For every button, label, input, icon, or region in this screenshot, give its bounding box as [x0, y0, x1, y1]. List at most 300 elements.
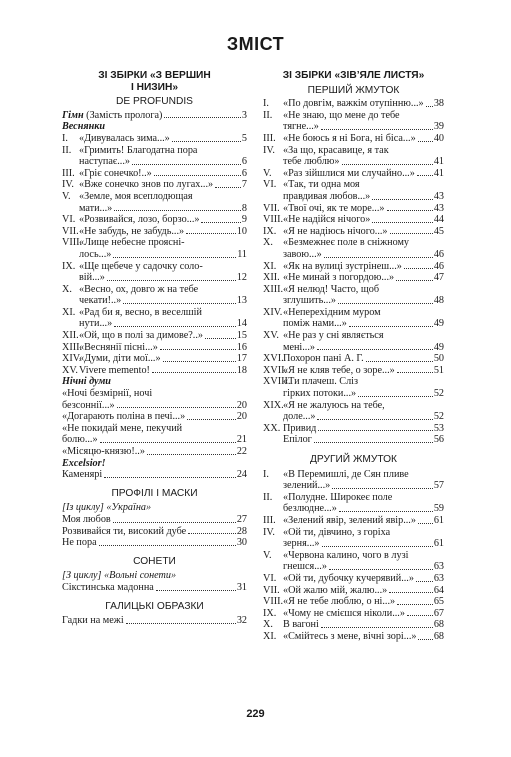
- entry-page: 65: [433, 596, 444, 608]
- leader-dots: [372, 199, 433, 200]
- entry-title: «Не покидай мене, пекучий: [62, 422, 183, 434]
- page-number: 229: [246, 708, 265, 720]
- entry-page: 52: [433, 388, 444, 400]
- entry-title: «По довгім, важкім отупінню...»: [283, 98, 424, 110]
- entry-page: 6: [241, 167, 247, 179]
- leader-dots: [201, 222, 240, 223]
- toc-entry[interactable]: [62, 342, 247, 354]
- entry-title: безсоннії...»: [62, 399, 115, 411]
- entry-title: «Весно, ох, довго ж на тебе: [79, 283, 199, 295]
- entry-page: 43: [433, 190, 444, 202]
- entry-page: 45: [433, 225, 444, 237]
- entry-page: 47: [433, 272, 444, 284]
- entry-title: «Чому не смієшся ніколи...»: [283, 607, 405, 619]
- entry-title: нути...»: [79, 318, 113, 330]
- toc-entry[interactable]: [263, 179, 444, 202]
- entry-page: 6: [241, 156, 247, 168]
- vesnianky-list: [62, 133, 247, 376]
- leader-dots: [366, 361, 433, 362]
- entry-title: «Думи, діти мої...»: [79, 353, 161, 365]
- entry-number: XII.: [62, 330, 79, 342]
- entry-title: «Дивувалась зима...»: [79, 132, 170, 144]
- entry-title: «Я не тебе люблю, о ні...»: [283, 596, 396, 608]
- entry-page: 10: [236, 225, 247, 237]
- toc-entry[interactable]: [263, 631, 444, 643]
- toc-entry[interactable]: [263, 492, 444, 515]
- leader-dots: [342, 164, 433, 165]
- toc-entry[interactable]: [62, 179, 247, 191]
- toc-entry[interactable]: [62, 537, 247, 549]
- entry-page: 31: [236, 581, 247, 593]
- entry-title: гнешся...»: [283, 561, 327, 573]
- leader-dots: [418, 523, 433, 524]
- section-galytski: ГАЛИЦЬКІ ОБРАЗКИ: [105, 600, 204, 612]
- toc-entry[interactable]: [62, 191, 247, 214]
- leader-dots: [147, 454, 236, 455]
- toc-entry[interactable]: [62, 388, 247, 411]
- entry-title: Епілог: [283, 434, 312, 446]
- entry-title: гірких потоки...»: [283, 388, 357, 400]
- entry-title: «Ти плачеш. Сліз: [283, 376, 359, 388]
- entry-page: 27: [236, 513, 247, 525]
- entry-page: 46: [433, 260, 444, 272]
- entry-page: 41: [433, 156, 444, 168]
- entry-title: Моя любов: [62, 513, 111, 525]
- entry-page: 46: [433, 248, 444, 260]
- entry-number: II.: [263, 109, 273, 121]
- entry-title: зерня...»: [283, 538, 320, 550]
- toc-entry[interactable]: [62, 526, 247, 538]
- toc-entry[interactable]: [263, 515, 444, 527]
- entry-title: «Не раз у сні являється: [283, 330, 384, 342]
- entry-title: «Рад би я, весно, в веселшій: [79, 306, 202, 318]
- entry-page: 11: [237, 248, 247, 260]
- toc-entry[interactable]: [62, 582, 247, 594]
- section-pershyi: ПЕРШИЙ ЖМУТОК: [307, 84, 400, 96]
- leader-dots: [418, 141, 433, 142]
- leader-dots: [324, 257, 433, 258]
- leader-dots: [396, 280, 433, 281]
- entry-title: мені...»: [283, 341, 315, 353]
- leader-dots: [389, 592, 433, 593]
- entry-title: завою...»: [283, 248, 322, 260]
- entry-page: 48: [433, 295, 444, 307]
- entry-number: V.: [62, 190, 71, 202]
- leader-dots: [113, 522, 236, 523]
- toc-entry[interactable]: [62, 330, 247, 342]
- leader-dots: [152, 372, 236, 373]
- toc-entry[interactable]: [263, 596, 444, 608]
- toc-entry[interactable]: [263, 573, 444, 585]
- toc-entry[interactable]: [263, 585, 444, 597]
- entry-number: III.: [263, 132, 276, 144]
- leader-dots: [205, 338, 236, 339]
- entry-title: «Безмежнеє поле в сніжному: [283, 237, 410, 249]
- leader-dots: [163, 361, 236, 362]
- entry-page: 53: [433, 422, 444, 434]
- nichni-dumy-list: [62, 388, 247, 458]
- entry-title: «Не минай з погордою...»: [283, 272, 395, 284]
- toc-entry[interactable]: [62, 237, 247, 260]
- toc-entry[interactable]: [263, 527, 444, 550]
- leader-dots: [314, 442, 433, 443]
- leader-dots: [172, 141, 241, 142]
- entry-title: мати...»: [79, 202, 113, 214]
- toc-entry[interactable]: [62, 168, 247, 180]
- entry-title: безлюдне...»: [283, 503, 337, 515]
- section-soneti: СОНЕТИ: [133, 555, 176, 567]
- toc-entry[interactable]: [263, 272, 444, 284]
- entry-number: III.: [263, 514, 276, 526]
- entry-title: Похорон пані А. Г.: [283, 353, 364, 365]
- leader-dots: [332, 488, 433, 489]
- entry-page: 57: [433, 480, 444, 492]
- entry-number: II.: [62, 144, 72, 156]
- entry-number: IX.: [62, 260, 76, 272]
- leader-dots: [113, 257, 236, 258]
- toc-entry[interactable]: [62, 145, 247, 168]
- leader-dots: [123, 303, 236, 304]
- toc-entry[interactable]: [263, 365, 444, 377]
- toc-entry[interactable]: [263, 307, 444, 330]
- entry-number: XVII.: [263, 364, 288, 376]
- entry-title: болю...»: [62, 434, 98, 446]
- entry-number: IV.: [62, 179, 74, 191]
- entry-number: I.: [62, 132, 68, 144]
- leader-dots: [321, 627, 433, 628]
- entry-page: 12: [236, 272, 247, 284]
- entry-number: I.: [263, 468, 269, 480]
- entry-page: 43: [433, 202, 444, 214]
- leader-dots: [100, 442, 236, 443]
- entry-title: «Непереxідним муром: [283, 306, 381, 318]
- toc-entry[interactable]: [62, 284, 247, 307]
- toc-entry[interactable]: [263, 469, 444, 492]
- toc-left-column: [62, 70, 247, 627]
- entry-title: «Ой жалю мій, жалю...»: [283, 584, 388, 596]
- entry-number: XV.: [62, 364, 78, 376]
- galytski-list: [62, 615, 247, 627]
- toc-entry[interactable]: [263, 214, 444, 226]
- leader-dots: [132, 164, 241, 165]
- toc-entry[interactable]: [62, 261, 247, 284]
- entry-page: 59: [433, 503, 444, 515]
- entry-number: XIX.: [263, 399, 284, 411]
- entry-page: 50: [433, 353, 444, 365]
- entry-number: VI.: [263, 179, 277, 191]
- toc-entry[interactable]: [62, 411, 247, 423]
- entry-title: «Полудне. Широкеє поле: [283, 491, 393, 503]
- entry-title: лось...»: [79, 248, 112, 260]
- toc-entry[interactable]: [62, 365, 247, 377]
- entry-number: V.: [263, 167, 272, 179]
- entry-page: 5: [241, 132, 247, 144]
- toc-entry[interactable]: [62, 307, 247, 330]
- entry-number: XIII.: [62, 341, 83, 353]
- leader-dots: [358, 396, 433, 397]
- entry-title: «Червона калино, чого в лузі: [283, 549, 409, 561]
- entry-title: «Зелений явір, зелений явір...»: [283, 514, 416, 526]
- toc-entry[interactable]: [263, 133, 444, 145]
- entry-title: «Ой ти, дубочку кучерявий...»: [283, 572, 414, 584]
- entry-page: 61: [433, 514, 444, 526]
- entry-page: 68: [433, 619, 444, 631]
- entry-number: II.: [263, 491, 273, 503]
- entry-title: «Як на вулиці зустрінеш...»: [283, 260, 402, 272]
- toc-entry[interactable]: [62, 214, 247, 226]
- entry-page: 20: [236, 399, 247, 411]
- entry-number: XIV.: [263, 306, 283, 318]
- entry-title: «Догарають поліна в печі...»: [62, 411, 186, 423]
- leader-dots: [186, 233, 236, 234]
- leader-dots: [114, 326, 236, 327]
- toc-entry[interactable]: [62, 615, 247, 627]
- leader-dots: [117, 407, 236, 408]
- entry-number: VI.: [62, 214, 76, 226]
- leader-dots: [416, 581, 433, 582]
- entry-page: 8: [241, 202, 247, 214]
- entry-title: «Твої очі, як те море...»: [283, 202, 385, 214]
- toc-entry[interactable]: [263, 203, 444, 215]
- toc-entry[interactable]: [263, 261, 444, 273]
- entry-page: 14: [236, 318, 247, 330]
- entry-number: I.: [263, 98, 269, 110]
- soneti-list: [62, 582, 247, 594]
- entry-number: IV.: [263, 144, 275, 156]
- entry-title: чекати!..»: [79, 295, 122, 307]
- entry-title: «Я не надіюсь нічого...»: [283, 225, 388, 237]
- entry-title: «Місяцю-князю!..»: [62, 446, 145, 457]
- leader-dots: [187, 419, 236, 420]
- section-de-profundis: DE PROFUNDIS: [116, 96, 193, 108]
- toc-entry[interactable]: [263, 550, 444, 573]
- entry-title: Не пора: [62, 537, 97, 549]
- toc-entry[interactable]: [263, 619, 444, 631]
- entry-number: VI.: [263, 572, 277, 584]
- toc-entry[interactable]: [263, 330, 444, 353]
- toc-entry[interactable]: [263, 168, 444, 180]
- entry-page: 51: [433, 364, 444, 376]
- toc-entry[interactable]: [62, 514, 247, 526]
- entry-number: XX.: [263, 422, 281, 434]
- section-druhyi: ДРУГИЙ ЖМУТОК: [310, 454, 397, 465]
- entry-number: X.: [62, 283, 72, 295]
- entry-number: IV.: [263, 526, 275, 538]
- leader-dots: [338, 303, 433, 304]
- leader-dots: [417, 175, 433, 176]
- entry-number: XVI.: [263, 353, 284, 365]
- entry-title: «В Перемишлі, де Сян пливе: [283, 468, 409, 480]
- entry-title: «Гримить! Благодатна пора: [79, 144, 198, 156]
- entry-title: «Я нелюд! Часто, щоб: [283, 283, 379, 295]
- entry-title: Гадки на межі: [62, 615, 124, 627]
- entry-page: 64: [433, 584, 444, 596]
- leader-dots: [339, 511, 433, 512]
- toc-entry[interactable]: [263, 110, 444, 133]
- entry-title: «Земле, моя всеплодющая: [79, 190, 193, 202]
- entry-number: X.: [263, 619, 273, 631]
- entry-title: «Ой ти, дівчино, з горіха: [283, 526, 391, 538]
- entry-number: VIII.: [62, 237, 83, 249]
- entry-page: 7: [241, 179, 247, 191]
- entry-title: «Не знаю, що мене до тебе: [283, 109, 400, 121]
- entry-page: 44: [433, 214, 444, 226]
- leader-dots: [397, 372, 433, 373]
- entry-title: «Веснянії пісні...»: [79, 341, 158, 353]
- entry-title: «Розвивайся, лозо, борзо...»: [79, 214, 200, 226]
- toc-entry[interactable]: [62, 353, 247, 365]
- leader-dots: [321, 129, 433, 130]
- cycle-ukraina: [Із циклу] «Україна»: [62, 502, 152, 514]
- toc-right-column: [263, 70, 444, 643]
- leader-dots: [99, 545, 236, 546]
- entry-number: III.: [62, 167, 75, 179]
- toc-entry[interactable]: [62, 133, 247, 145]
- entry-title: «Лище небесне прояснi-: [79, 237, 185, 249]
- entry-page: 30: [236, 537, 247, 549]
- entry-title: правдивая любов...»: [283, 190, 371, 202]
- page-title: ЗМІСТ: [226, 34, 285, 54]
- entry-number: VIII.: [263, 214, 284, 226]
- entry-title: Сікстинська мадонна: [62, 581, 154, 593]
- entry-page: 32: [236, 615, 247, 627]
- ukraina-list: [62, 514, 247, 549]
- entry-title: наступає...»: [79, 156, 130, 168]
- entry-title: Привид: [283, 422, 317, 434]
- toc-entry[interactable]: [263, 400, 444, 423]
- leader-dots: [387, 210, 433, 211]
- entry-page: 49: [433, 318, 444, 330]
- leader-dots: [154, 175, 241, 176]
- entry-title: «Так, ти одна моя: [283, 179, 360, 191]
- entry-title: «Вже сонечко знов по лугах...»: [79, 179, 214, 191]
- toc-entry[interactable]: [62, 226, 247, 238]
- entry-number: X.: [263, 237, 273, 249]
- entry-number: IX.: [263, 607, 277, 619]
- leader-dots: [188, 533, 236, 534]
- toc-entry[interactable]: [263, 376, 444, 399]
- toc-entry-hymn[interactable]: Гімн (Замість пролога) 3: [62, 109, 247, 121]
- entry-title: тягне...»: [283, 121, 319, 133]
- entry-page: 39: [433, 121, 444, 133]
- leader-dots: [114, 210, 241, 211]
- entry-title: «Ще щебече у садочку соло-: [79, 260, 203, 272]
- group-nichni-dumy: Нічні думи: [62, 376, 111, 388]
- entry-page: 17: [236, 353, 247, 365]
- entry-page: 22: [236, 446, 247, 457]
- section-profili: ПРОФІЛІ І МАСКИ: [111, 487, 198, 499]
- toc-entry[interactable]: [263, 98, 444, 110]
- entry-title: зглушить...»: [283, 295, 336, 307]
- entry-page: 68: [433, 630, 444, 642]
- toc-entry[interactable]: [62, 423, 247, 446]
- entry-page: 20: [236, 411, 247, 423]
- entry-number: XI.: [263, 630, 277, 642]
- group-excelsior: Excelsior!: [62, 457, 106, 469]
- toc-entry[interactable]: [263, 284, 444, 307]
- leader-dots: [349, 326, 433, 327]
- leader-dots: [317, 419, 432, 420]
- entry-title: «Ой, що в полі за димове?..»: [79, 330, 203, 342]
- toc-entry[interactable]: [263, 237, 444, 260]
- entry-page: 38: [433, 98, 444, 110]
- toc-entry[interactable]: [263, 353, 444, 365]
- entry-title: В вагоні: [283, 619, 319, 631]
- entry-title: «Ночі безмірнії, ночі: [62, 388, 153, 400]
- entry-page: 16: [236, 341, 247, 353]
- leader-dots: [404, 268, 433, 269]
- entry-title: вій...»: [79, 272, 105, 284]
- entry-number: IX.: [263, 225, 277, 237]
- entry-page: 61: [433, 538, 444, 550]
- entry-page: 67: [433, 607, 444, 619]
- entry-number: XIII.: [263, 283, 284, 295]
- toc-entry[interactable]: [263, 434, 444, 446]
- entry-page: 63: [433, 561, 444, 573]
- toc-entry[interactable]: [263, 423, 444, 435]
- entry-number: XII.: [263, 272, 280, 284]
- leader-dots: [397, 604, 433, 605]
- entry-title: «Гріє сонечко!..»: [79, 167, 152, 179]
- entry-page: 9: [241, 214, 247, 226]
- entry-page: 56: [433, 434, 444, 446]
- entry-title: доле...»: [283, 411, 316, 423]
- toc-entry[interactable]: [62, 446, 247, 458]
- entry-page: 13: [236, 295, 247, 307]
- entry-title: «Не забудь, не забудь...»: [79, 225, 185, 237]
- leader-dots: [372, 222, 432, 223]
- toc-entry[interactable]: [263, 145, 444, 168]
- leader-dots: [390, 233, 433, 234]
- leader-dots: [160, 349, 236, 350]
- entry-number: XIV.: [62, 353, 82, 365]
- toc-entry-kameniari[interactable]: Каменярі 24: [62, 469, 247, 481]
- druhyi-list: [263, 469, 444, 643]
- entry-page: 15: [236, 330, 247, 342]
- entry-title: Vivere memento!: [79, 364, 150, 376]
- toc-entry[interactable]: [263, 226, 444, 238]
- entry-number: VII.: [263, 584, 280, 596]
- leader-dots: [107, 280, 236, 281]
- entry-title: «Не надійся нічого»: [283, 214, 371, 226]
- leader-dots: [322, 546, 433, 547]
- leader-dots: [318, 430, 432, 431]
- entry-title: «Я не жалуюсь на тебе,: [283, 399, 385, 411]
- entry-number: VII.: [62, 225, 79, 237]
- entry-number: V.: [263, 549, 272, 561]
- entry-title: Розвивайся ти, високий дубе: [62, 525, 187, 537]
- toc-entry[interactable]: [263, 608, 444, 620]
- entry-page: 40: [433, 132, 444, 144]
- collection-heading-zivyale: ЗІ ЗБІРКИ «ЗІВ’ЯЛЕ ЛИСТЯ»: [282, 70, 425, 81]
- entry-number: XI.: [263, 260, 277, 272]
- leader-dots: [126, 623, 236, 624]
- leader-dots: [215, 187, 241, 188]
- entry-title: «Не боюсь я ні Бога, ні біса...»: [283, 132, 416, 144]
- entry-number: XI.: [62, 306, 76, 318]
- entry-title: «За що, красавице, я так: [283, 144, 389, 156]
- leader-dots: [418, 639, 432, 640]
- entry-number: VIII.: [263, 596, 284, 608]
- leader-dots: [156, 590, 236, 591]
- entry-title: поміж нами...»: [283, 318, 347, 330]
- entry-page: 63: [433, 572, 444, 584]
- entry-title: тебе люблю»: [283, 156, 340, 168]
- entry-title: «Раз зійшлися ми случайно...»: [283, 167, 415, 179]
- entry-title: «Смійтесь з мене, вічні зорі...»: [283, 630, 417, 642]
- entry-number: XVIII.: [263, 376, 291, 388]
- entry-page: 49: [433, 341, 444, 353]
